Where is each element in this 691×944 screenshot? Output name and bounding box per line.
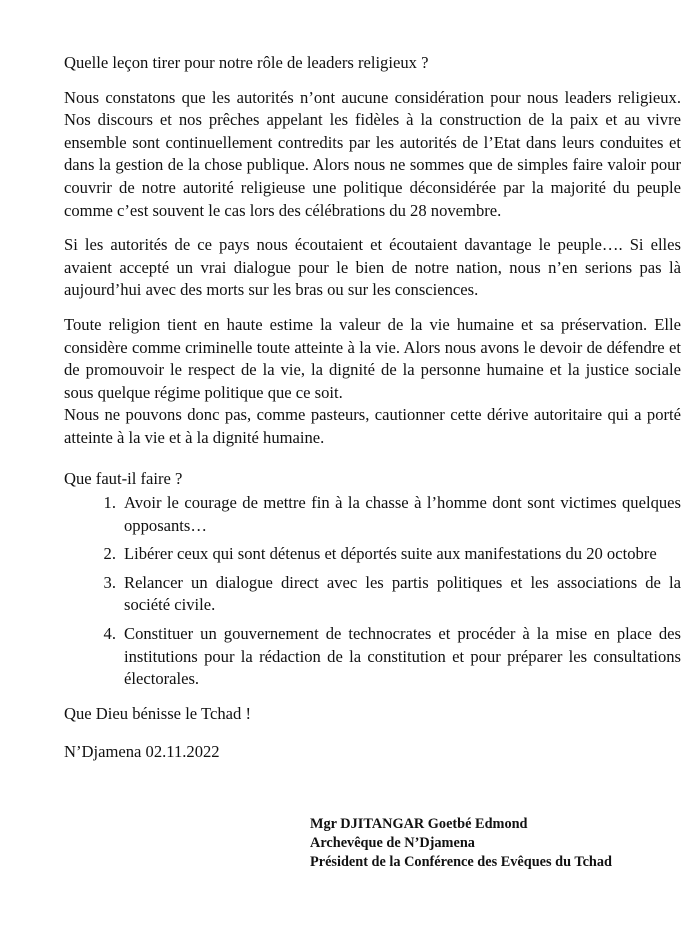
list-item [64, 543, 681, 566]
signatory-role: Président de la Conférence des Evêques du Tchad [310, 854, 612, 870]
demands-list [64, 492, 681, 691]
list-item-text: Libérer ceux qui sont détenus et déportés suite aux manifestations du 20 octobre [124, 544, 657, 564]
paragraph-authorities: Nous constatons que les autorités n’ont aucune considération pour nous leaders religieux. Nos discours et nos prêches appelant les fidèles à la construction de la paix et au vivre ensemble sont continuellement contredits par les autorités de l’Etat dans leurs conduites et dans la gestion de la chose publique. Alors nous ne sommes que de simples faire valoir pour couvrir de notre autorité religieuse une politique déconsidérée par la majorité du peuple comme c’est souvent le cas lors des célébrations du 28 novembre. [64, 87, 681, 220]
blessing: Que Dieu bénisse le Tchad ! [64, 703, 251, 723]
paragraph-religion: Toute religion tient en haute estime la valeur de la vie humaine et sa préservation. Elle considère comme criminelle toute atteinte à la vie. Alors nous avons le devoir de défendre et de promouvoir le respect de la vie, la dignité de la personne humaine et la justice sociale sous quelque régime politique que ce soit. [64, 314, 681, 402]
signatory-title: Archevêque de N’Djamena [310, 835, 475, 851]
list-item-text: Constituer un gouvernement de technocrates et procéder à la mise en place des institutions pour la rédaction de la constitution et pour préparer les consultations électorales. [124, 624, 681, 689]
list-item-number: 2. [103, 544, 116, 564]
signatory-name: Mgr DJITANGAR Goetbé Edmond [310, 816, 528, 832]
list-item-number: 3. [103, 572, 116, 592]
list-item-number: 1. [103, 493, 116, 513]
list-item-text: Avoir le courage de mettre fin à la chasse à l’homme dont sont victimes quelques opposants… [124, 493, 681, 535]
list-item [64, 492, 681, 537]
demands-heading: Que faut-il faire ? [64, 468, 183, 488]
list-item-number: 4. [103, 624, 116, 644]
signature-block [310, 815, 612, 872]
section-question: Quelle leçon tirer pour notre rôle de leaders religieux ? [64, 53, 429, 72]
list-item-text: Relancer un dialogue direct avec les partis politiques et les associations de la société civile. [124, 572, 681, 615]
paragraph-dialogue: Si les autorités de ce pays nous écoutaient et écoutaient davantage le peuple…. Si elles avaient accepté un vrai dialogue pour le bien de notre nation, nous n’en serions pas là aujourd’hui avec des morts sur les bras ou sur les consciences. [64, 235, 681, 300]
paragraph-pastors: Nous ne pouvons donc pas, comme pasteurs, cautionner cette dérive autoritaire qui a porté atteinte à la vie et à la dignité humaine. [64, 405, 681, 447]
list-item [64, 572, 681, 617]
list-item [64, 623, 681, 691]
place-date: N’Djamena 02.11.2022 [64, 742, 220, 762]
